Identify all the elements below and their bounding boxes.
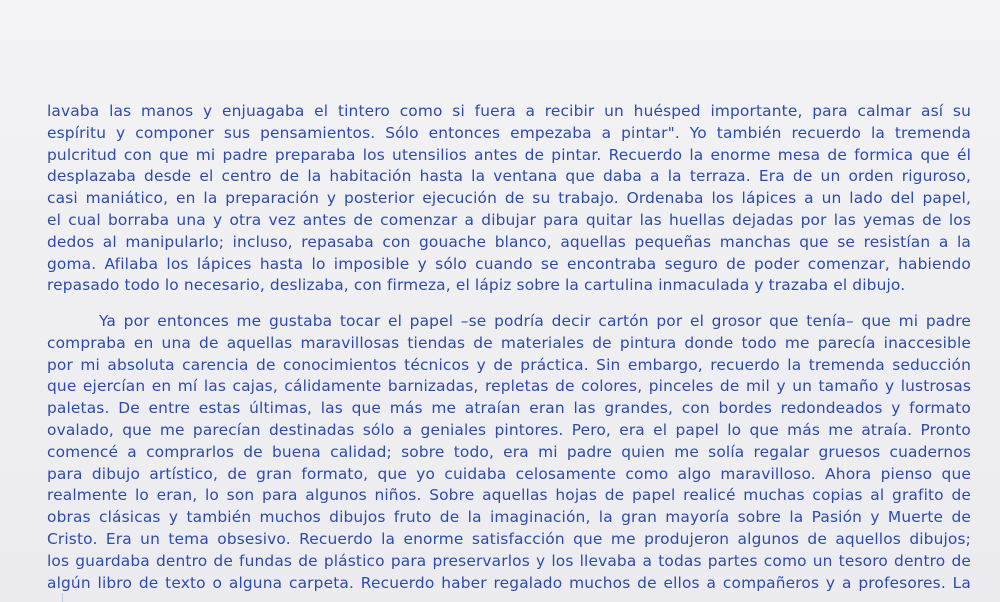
text-line: casi maniático, en la preparación y posterior ejecución de su trabajo. Ordenaba los lápices a un lado del papel, bbox=[47, 189, 971, 208]
text-line: goma. Afilaba los lápices hasta lo imposible y sólo cuando se encontraba seguro de poder comenzar, habiendo bbox=[47, 254, 971, 273]
text-line: pulcritud con que mi padre preparaba los utensilios antes de pintar. Recuerdo la enorme mesa de formica que él bbox=[47, 145, 971, 164]
text-line: para dibujo artístico, de gran formato, que yo cuidaba celosamente como algo maravilloso. Ahora pienso que bbox=[47, 464, 971, 483]
text-line: algún libro de texto o alguna carpeta. Recuerdo haber regalado muchos de ellos a compañeros y a profesores. La bbox=[47, 573, 971, 592]
text-line: ovalado, que me parecían destinadas sólo a geniales pintores. Pero, era el papel lo que más me atraía. Pronto bbox=[47, 420, 971, 439]
text-line: obras clásicas y también muchos dibujos fruto de la imaginación, la gran mayoría sobre la Pasión y Muerte de bbox=[47, 508, 971, 527]
text-line: Cristo. Era un tema obsesivo. Recuerdo la enorme satisfacción que me produjeron algunos de aquellos dibujos; bbox=[47, 529, 971, 548]
text-line: comencé a comprarlos de buena calidad; sobre todo, era mi padre quien me solía regalar gruesos cuadernos bbox=[47, 442, 971, 461]
page-edge-mark bbox=[62, 593, 63, 602]
text-line: repasado todo lo necesario, deslizaba, con firmeza, el lápiz sobre la cartulina inmaculada y trazaba el dibujo. bbox=[47, 276, 906, 295]
text-line: espíritu y componer sus pensamientos. Sólo entonces empezaba a pintar". Yo también recuerdo la tremenda bbox=[47, 123, 971, 142]
text-line: compraba en una de aquellas maravillosas tiendas de materiales de pintura donde todo me parecía inaccesible bbox=[47, 333, 971, 352]
text-line: desplazaba desde el centro de la habitación hasta la ventana que daba a la terraza. Era de un orden riguroso, bbox=[47, 167, 971, 186]
text-line: paletas. De entre estas últimas, las que más me atraían eran las grandes, con bordes redondeados y formato bbox=[47, 399, 971, 418]
text-line: que ejercían en mí las cajas, cálidamente barnizadas, repletas de colores, pinceles de mil y un tamaño y lustrosas bbox=[47, 377, 971, 396]
text-line: lavaba las manos y enjuagaba el tintero como si fuera a recibir un huésped importante, para calmar así su bbox=[47, 102, 971, 120]
text-line: por mi absoluta carencia de conocimientos técnicos y de práctica. Sin embargo, recuerdo la tremenda seducción bbox=[47, 355, 971, 374]
paragraph-2 bbox=[47, 311, 971, 594]
text-line: los guardaba dentro de fundas de plástico para preservarlos y los llevaba a todas partes como un tesoro dentro de bbox=[47, 551, 971, 570]
text-line: Ya por entonces me gustaba tocar el papel –se podría decir cartón por el grosor que tenía– que mi padre bbox=[99, 312, 971, 330]
text-line: dedos al manipularlo; incluso, repasaba con gouache blanco, aquellas pequeñas manchas que se resistían a la bbox=[47, 232, 971, 251]
text-line: el cual borraba una y otra vez antes de comenzar a dibujar para quitar las huellas dejadas por las yemas de los bbox=[47, 210, 971, 229]
paragraph-1 bbox=[47, 101, 971, 297]
text-line: realmente lo eran, lo son para algunos niños. Sobre aquellas hojas de papel realicé muchas copias al grafito de bbox=[47, 486, 971, 505]
